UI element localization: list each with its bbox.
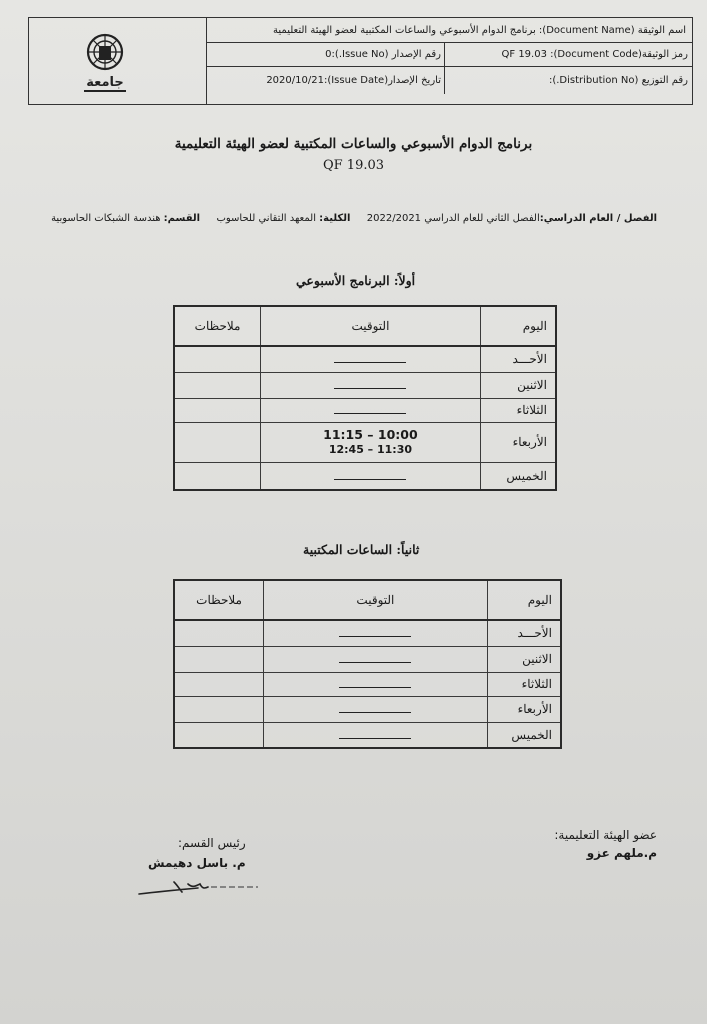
empty-time-dash — [334, 475, 406, 480]
department-value: هندسة الشبكات الحاسوبية — [51, 213, 161, 224]
time-slot-2: 12:45 – 11:30 — [328, 443, 413, 456]
issue-date: تاريخ الإصدار(Issue Date):2020/10/21 — [266, 75, 441, 86]
info-line — [51, 213, 657, 224]
table-header-row — [174, 580, 561, 620]
empty-time-dash — [339, 734, 411, 739]
office-hours-table — [173, 579, 562, 749]
empty-time-dash — [334, 358, 406, 363]
notes-header: ملاحظات — [174, 306, 261, 346]
issue-number: رقم الإصدار (Issue No.):0 — [325, 49, 441, 60]
department-label: القسم: — [163, 213, 201, 224]
member-signature-block — [554, 828, 657, 864]
table-header-row — [174, 306, 556, 346]
header-row-date — [207, 67, 692, 94]
document-name: اسم الوثيقة (Document Name): برنامج الدوام الأسبوعي والساعات المكتبية لعضو الهيئة التعليمية — [273, 24, 686, 36]
handwritten-signature — [136, 874, 261, 900]
day-cell: الخميس — [480, 462, 556, 490]
table-row — [174, 422, 556, 462]
table-row — [174, 672, 561, 696]
member-label: عضو الهيئة التعليمية: — [554, 828, 657, 842]
weekly-schedule-title: أولاً: البرنامج الأسبوعي — [296, 273, 416, 288]
time-header: التوقيت — [264, 580, 488, 620]
document-code: رمز الوثيقة(Document Code): QF 19.03 — [501, 49, 688, 60]
day-cell: الثلاثاء — [480, 398, 556, 422]
logo-cell — [29, 18, 207, 104]
empty-time-dash — [339, 708, 411, 713]
document-title: برنامج الدوام الأسبوعي والساعات المكتبية لعضو الهيئة التعليمية — [174, 136, 533, 152]
university-logo — [76, 28, 134, 96]
day-cell: الثلاثاء — [487, 672, 561, 696]
semester-value: الفصل الثاني للعام الدراسي 2022/2021 — [366, 213, 540, 224]
table-row — [174, 646, 561, 672]
head-signature-block — [148, 836, 246, 876]
document-code-title: QF 19.03 — [322, 158, 385, 173]
member-name: م.ملهم عزو — [586, 846, 657, 860]
table-row — [174, 722, 561, 748]
empty-time-dash — [339, 658, 411, 663]
table-row — [174, 398, 556, 422]
day-header: اليوم — [480, 306, 556, 346]
head-label: رئيس القسم: — [177, 836, 246, 850]
empty-time-dash — [334, 384, 406, 389]
day-cell: الخميس — [487, 722, 561, 748]
college-value: المعهد التقاني للحاسوب — [216, 213, 316, 224]
head-name: م. باسل دهيمش — [148, 856, 246, 870]
day-header: اليوم — [487, 580, 561, 620]
day-cell: الاثنين — [487, 646, 561, 672]
day-cell: الأحـــد — [487, 620, 561, 646]
college-label: الكلية: — [319, 213, 351, 224]
table-row — [174, 462, 556, 490]
day-cell: الأحـــد — [480, 346, 556, 372]
header-row-code — [207, 43, 692, 67]
time-header: التوقيت — [261, 306, 481, 346]
svg-text:جامعة: جامعة — [86, 75, 124, 90]
header-row-name — [207, 18, 692, 43]
table-row — [174, 696, 561, 722]
notes-header: ملاحظات — [174, 580, 264, 620]
empty-time-dash — [334, 409, 406, 414]
day-cell: الأربعاء — [480, 422, 556, 462]
day-cell: الاثنين — [480, 372, 556, 398]
empty-time-dash — [339, 632, 411, 637]
semester-label: الفصل / العام الدراسي: — [539, 213, 657, 224]
office-hours-title: ثانياً: الساعات المكتبية — [303, 542, 420, 557]
distribution-number: رقم التوزيع (Distribution No.): — [548, 75, 688, 86]
weekly-schedule-table — [173, 305, 557, 491]
empty-time-dash — [339, 683, 411, 688]
document-header — [28, 17, 693, 105]
table-row — [174, 372, 556, 398]
day-cell: الأربعاء — [487, 696, 561, 722]
table-row — [174, 346, 556, 372]
table-row — [174, 620, 561, 646]
time-slot-1: 11:15 – 10:00 — [323, 427, 418, 442]
